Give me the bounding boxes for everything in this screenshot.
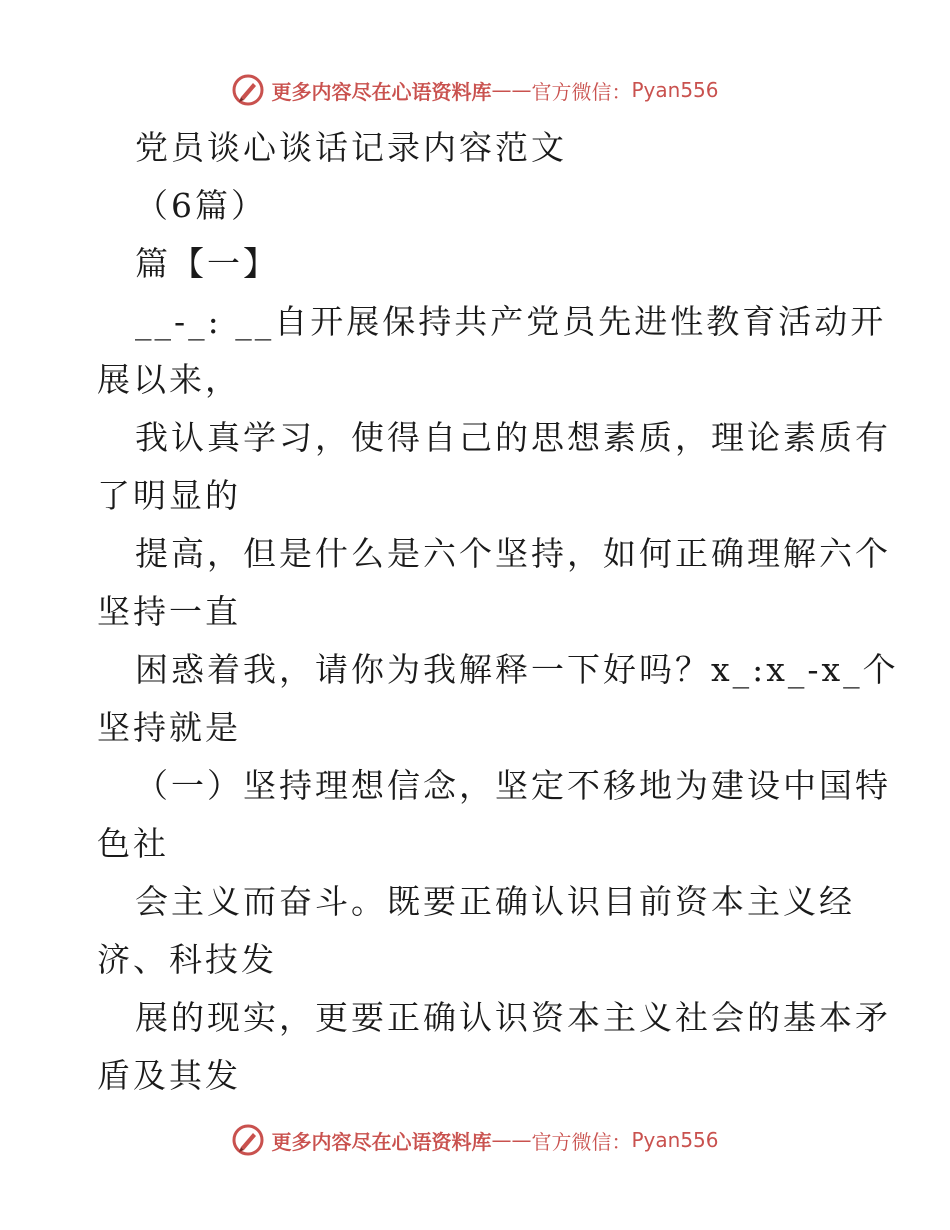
- banner-text: 更多内容尽在心语资料库: [271, 1129, 492, 1154]
- paragraph-line: 困惑着我，请你为我解释一下好吗？x_:x_-x_个: [135, 650, 899, 689]
- paragraph-line: 展以来，: [97, 360, 241, 399]
- paragraph-line: __-_: __自开展保持共产党员先进性教育活动开: [135, 302, 887, 341]
- paragraph-line: 会主义而奋斗。既要正确认识目前资本主义经: [135, 882, 855, 921]
- section-heading: 篇【一】: [135, 244, 279, 283]
- paragraph-line: 展的现实，更要正确认识资本主义社会的基本矛: [135, 998, 891, 1037]
- pen-logo-icon: [231, 73, 265, 107]
- banner-separator: ——: [491, 1128, 532, 1152]
- banner-wechat-id: Pyan556: [631, 1128, 719, 1152]
- paragraph-line: 济、科技发: [97, 940, 277, 979]
- pen-logo-icon: [231, 1123, 265, 1157]
- document-title: 党员谈心谈话记录内容范文: [135, 128, 567, 167]
- banner-wechat-id: Pyan556: [631, 78, 719, 102]
- paragraph-line: 了明显的: [97, 476, 241, 515]
- paragraph-line: （一）坚持理想信念，坚定不移地为建设中国特: [135, 766, 891, 805]
- banner-separator: ——: [491, 78, 532, 102]
- paragraph-line: 提高，但是什么是六个坚持，如何正确理解六个: [135, 534, 891, 573]
- header-banner: [0, 70, 950, 110]
- paragraph-line: 坚持就是: [97, 708, 241, 747]
- banner-wechat-label: 官方微信：: [531, 1129, 632, 1154]
- banner-text: 更多内容尽在心语资料库: [271, 79, 492, 104]
- footer-banner: [0, 1120, 950, 1160]
- document-subtitle: （6篇）: [135, 186, 267, 225]
- paragraph-line: 坚持一直: [97, 592, 241, 631]
- paragraph-line: 色社: [97, 824, 169, 863]
- banner-wechat-label: 官方微信：: [531, 79, 632, 104]
- paragraph-line: 盾及其发: [97, 1056, 241, 1095]
- paragraph-line: 我认真学习，使得自己的思想素质，理论素质有: [135, 418, 891, 457]
